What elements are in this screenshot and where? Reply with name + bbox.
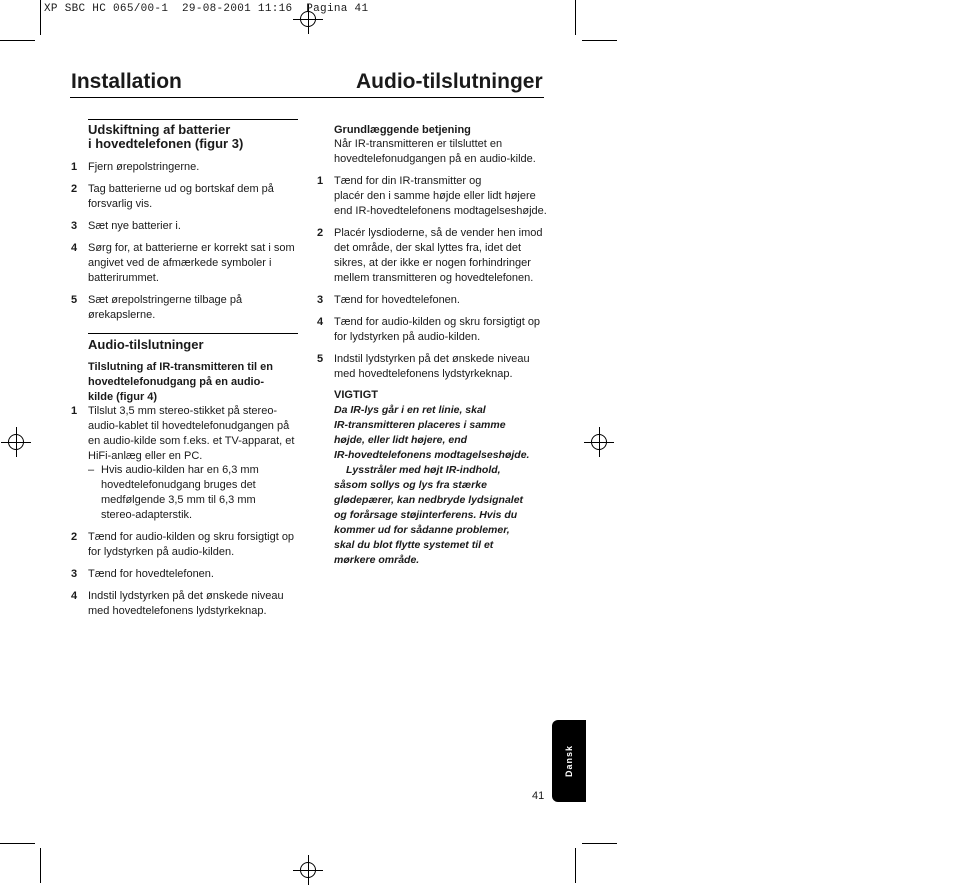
print-slug: XP SBC HC 065/00-1 29-08-2001 11:16 Pagina 41 [44,3,369,15]
page-title-left: Installation [71,70,182,93]
section-rule [88,119,298,120]
language-tab: Dansk [552,720,586,802]
dash-bullet: – [88,464,95,476]
page-title-right: Audio-tilslutninger [356,70,543,93]
step-number: 2 [317,227,324,239]
step-number: 1 [71,405,78,417]
important-heading: VIGTIGT [334,389,378,401]
title-rule [70,97,544,98]
battery-heading: Udskiftning af batterier i hovedtelefonen (figur 3) [88,122,244,151]
page-number: 41 [532,790,545,802]
audio-subheading: Tilslutning af IR-transmitteren til en hovedtelefonudgang på en audio- kilde (figur 4) [88,361,273,403]
crop-mark [40,848,41,883]
crop-mark [582,40,617,41]
basic-intro: Når IR-transmitteren er tilsluttet en hovedtelefonudgangen på en audio-kilde. [334,138,536,165]
important-text: Da IR-lys går i en ret linie, skal IR-transmitteren placeres i samme højde, eller lidt højere, end IR-hovedtelefonens modtagelseshøjde. Lysstråler med højt IR-indhold, såsom sollys og lys fra stærke glødepærer, kan nedbryde lydsignalet og forårsage støjinterferens. Hvis du kommer ud for sådanne problemer, skal du blot flytte systemet til et mørkere område. [334,404,530,566]
step-number: 5 [71,294,78,306]
step-number: 1 [317,175,324,187]
step-number: 1 [71,161,78,173]
step-number: 2 [71,531,78,543]
crop-mark [40,0,41,35]
audio-heading: Audio-tilslutninger [88,337,204,352]
registration-mark-icon [1,427,31,457]
step-number: 4 [71,590,78,602]
registration-mark-icon [584,427,614,457]
registration-mark-icon [293,855,323,885]
crop-mark [575,848,576,883]
crop-mark [0,40,35,41]
basic-heading: Grundlæggende betjening [334,124,471,136]
step-number: 3 [71,220,78,232]
section-rule [88,333,298,334]
step-number: 3 [317,294,324,306]
step-number: 2 [71,183,78,195]
crop-mark [575,0,576,35]
step-number: 4 [317,316,324,328]
step-number: 5 [317,353,324,365]
step-number: 3 [71,568,78,580]
crop-mark [582,843,617,844]
crop-mark [0,843,35,844]
step-number: 4 [71,242,78,254]
